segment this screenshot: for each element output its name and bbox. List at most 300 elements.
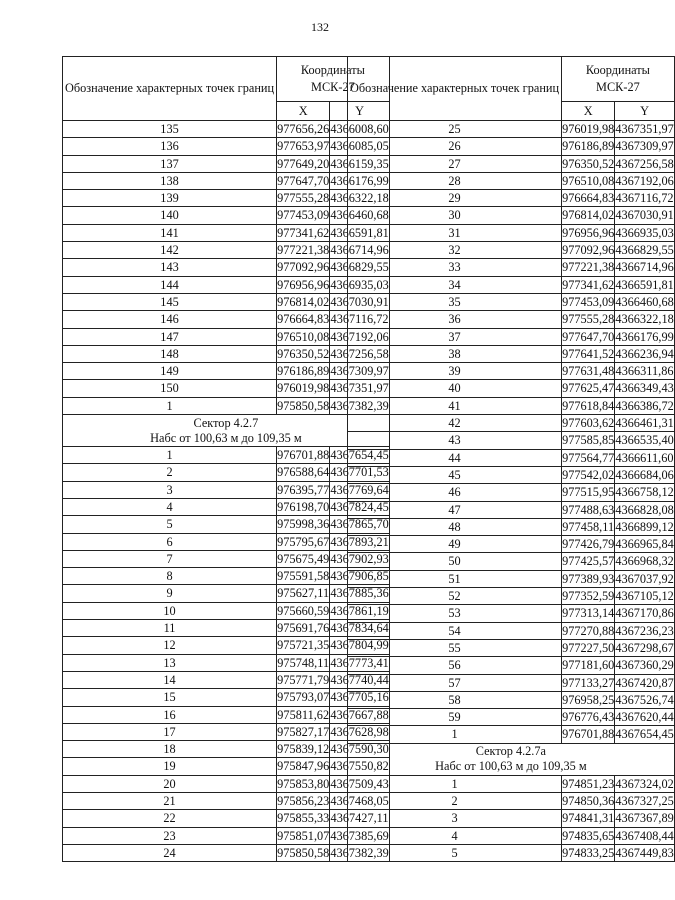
point-number: 35 [348, 293, 562, 310]
point-number: 50 [348, 553, 562, 570]
y-coordinate: 4367620,44 [615, 710, 674, 725]
point-number: 19 [63, 758, 277, 775]
y-coordinate: 4367449,83 [615, 845, 674, 860]
y-coordinate: 4367906,85 [330, 569, 389, 584]
y-coordinate: 4366829,55 [330, 260, 389, 275]
right-rows-after [348, 775, 675, 861]
point-number: 43 [348, 432, 562, 449]
point-number: 24 [63, 844, 277, 861]
table-row [348, 345, 675, 362]
table-row [348, 827, 675, 844]
point-number: 9 [63, 585, 277, 602]
y-coordinate: 4367550,82 [330, 759, 389, 774]
y-coordinate: 4366684,06 [615, 467, 674, 482]
table-row [63, 190, 390, 207]
y-coordinate: 4367667,88 [330, 707, 389, 722]
y-coordinate: 4366349,43 [615, 381, 674, 396]
x-coordinate: 977585,85 [562, 433, 615, 448]
y-coordinate: 4367509,43 [330, 776, 389, 791]
x-coordinate: 977092,96 [562, 243, 615, 258]
table-row [348, 553, 675, 570]
x-coordinate: 977631,48 [562, 364, 615, 379]
x-coordinate: 977425,57 [562, 554, 615, 569]
x-coordinate: 975850,58 [277, 398, 330, 413]
point-number: 149 [63, 363, 277, 380]
table-row [63, 363, 390, 380]
y-coordinate: 4366591,81 [615, 277, 674, 292]
y-coordinate: 4366460,68 [330, 208, 389, 223]
point-number: 39 [348, 363, 562, 380]
y-coordinate: 4367298,67 [615, 640, 674, 655]
table-row [348, 691, 675, 708]
table-row [348, 190, 675, 207]
point-number: 42 [348, 415, 562, 432]
point-number: 33 [348, 259, 562, 276]
point-number: 137 [63, 155, 277, 172]
table-row [63, 637, 390, 654]
y-coordinate: 4367408,44 [615, 828, 674, 843]
x-coordinate: 977221,38 [562, 260, 615, 275]
point-number: 31 [348, 224, 562, 241]
x-coordinate: 976186,89 [562, 139, 615, 154]
point-number: 2 [348, 792, 562, 809]
x-coordinate: 977181,60 [562, 658, 615, 673]
y-coordinate: 4366236,94 [615, 346, 674, 361]
table-row [348, 726, 675, 743]
table-row [63, 242, 390, 259]
y-coordinate: 4367382,39 [330, 398, 389, 413]
point-number: 147 [63, 328, 277, 345]
table-row [63, 481, 390, 498]
x-coordinate: 975721,35 [277, 638, 330, 653]
point-number: 139 [63, 190, 277, 207]
y-coordinate: 4367236,23 [615, 623, 674, 638]
point-number: 141 [63, 224, 277, 241]
y-coordinate: 4366828,08 [615, 502, 674, 517]
point-number: 28 [348, 172, 562, 189]
point-number: 29 [348, 190, 562, 207]
table-row [63, 259, 390, 276]
table-row [348, 810, 675, 827]
point-number: 47 [348, 501, 562, 518]
x-coordinate: 976510,08 [277, 329, 330, 344]
y-coordinate: 4367030,91 [615, 208, 674, 223]
point-number: 37 [348, 328, 562, 345]
point-number: 142 [63, 242, 277, 259]
sector-title: Сектор 4.2.7а [475, 744, 546, 759]
table-row [63, 207, 390, 224]
x-coordinate: 975795,67 [277, 534, 330, 549]
left-rows-before [63, 121, 390, 415]
y-coordinate: 4367385,69 [330, 828, 389, 843]
x-coordinate: 977647,70 [277, 173, 330, 188]
x-coordinate: 976588,64 [277, 465, 330, 480]
y-coordinate: 4367590,30 [330, 742, 389, 757]
y-coordinate: 4366591,81 [330, 225, 389, 240]
y-coordinate: 4367116,72 [330, 312, 389, 327]
x-coordinate: 974835,65 [562, 828, 615, 843]
y-coordinate: 4366935,03 [615, 225, 674, 240]
sector-subtitle: Набс от 100,63 м до 109,35 м [435, 759, 587, 774]
y-coordinate: 4367309,97 [615, 139, 674, 154]
point-number: 12 [63, 637, 277, 654]
point-number: 44 [348, 449, 562, 466]
table-row [63, 844, 390, 861]
point-number: 30 [348, 207, 562, 224]
point-number: 136 [63, 138, 277, 155]
y-coordinate: 4366460,68 [615, 294, 674, 309]
x-coordinate: 976186,89 [277, 364, 330, 379]
y-coordinate: 4367351,97 [330, 381, 389, 396]
point-number: 53 [348, 605, 562, 622]
table-row [63, 775, 390, 792]
point-number: 6 [63, 533, 277, 550]
point-number: 25 [348, 121, 562, 138]
x-header: X [562, 102, 615, 121]
y-coordinate: 4366386,72 [615, 398, 674, 413]
y-coordinate: 4366535,40 [615, 433, 674, 448]
table-row [63, 380, 390, 397]
y-coordinate: 4366311,86 [615, 364, 674, 379]
x-coordinate: 977092,96 [277, 260, 330, 275]
table-row [348, 276, 675, 293]
y-coordinate: 4367526,74 [615, 692, 674, 707]
x-coordinate: 977389,93 [562, 571, 615, 586]
point-number: 18 [63, 741, 277, 758]
x-coordinate: 976701,88 [277, 448, 330, 463]
table-row [348, 121, 675, 138]
x-coordinate: 976956,96 [277, 277, 330, 292]
table-row [63, 138, 390, 155]
point-number: 4 [63, 498, 277, 515]
x-coordinate: 975998,36 [277, 517, 330, 532]
y-coordinate: 4367628,98 [330, 724, 389, 739]
x-coordinate: 977458,11 [562, 519, 615, 534]
point-number: 3 [348, 810, 562, 827]
table-row [348, 155, 675, 172]
coordinates-label: Координаты [300, 63, 365, 78]
table-row [348, 207, 675, 224]
x-coordinate: 977133,27 [562, 675, 615, 690]
sector-title: Сектор 4.2.7 [193, 415, 259, 430]
table-row [63, 620, 390, 637]
y-header: Y [330, 102, 389, 121]
point-number: 138 [63, 172, 277, 189]
point-number: 32 [348, 242, 562, 259]
point-number: 56 [348, 657, 562, 674]
point-number: 145 [63, 293, 277, 310]
x-coordinate: 975853,80 [277, 776, 330, 791]
x-coordinate: 977453,09 [562, 294, 615, 309]
y-coordinate: 4367468,05 [330, 793, 389, 808]
x-coordinate: 977618,84 [562, 398, 615, 413]
x-coordinate: 977649,20 [277, 156, 330, 171]
y-coordinate: 4367367,89 [615, 811, 674, 826]
x-coordinate: 977515,95 [562, 485, 615, 500]
point-number: 27 [348, 155, 562, 172]
x-coordinate: 977656,26 [277, 122, 330, 136]
x-coordinate: 976701,88 [562, 727, 615, 742]
y-coordinate: 4367861,19 [330, 603, 389, 618]
coordinate-system-label: МСК-27 [311, 80, 355, 94]
x-coordinate: 975850,58 [277, 845, 330, 860]
table-row [348, 588, 675, 605]
x-coordinate: 974851,23 [562, 776, 615, 791]
table-row [348, 775, 675, 792]
point-number: 34 [348, 276, 562, 293]
y-coordinate: 4366611,60 [615, 450, 674, 465]
y-coordinate: 4366965,84 [615, 537, 674, 552]
y-coordinate: 4367865,70 [330, 517, 389, 532]
table-row [348, 432, 675, 449]
point-number: 1 [348, 775, 562, 792]
y-coordinate: 4367256,58 [615, 156, 674, 171]
table-row [348, 674, 675, 691]
x-coordinate: 976019,98 [562, 122, 615, 136]
y-coordinate: 4367701,53 [330, 465, 389, 480]
y-coordinate: 4367309,97 [330, 364, 389, 379]
y-coordinate: 4367327,25 [615, 793, 674, 808]
y-coordinate: 4367256,58 [330, 346, 389, 361]
table-row [63, 568, 390, 585]
point-number: 4 [348, 827, 562, 844]
table-row [348, 536, 675, 553]
point-number: 1 [63, 447, 277, 464]
y-header: Y [615, 102, 674, 121]
y-coordinate: 4367740,44 [330, 672, 389, 687]
x-coordinate: 975856,23 [277, 793, 330, 808]
y-coordinate: 4367116,72 [615, 191, 674, 206]
table-row [63, 706, 390, 723]
table-row [348, 328, 675, 345]
y-coordinate: 4366899,12 [615, 519, 674, 534]
x-coordinate: 975771,79 [277, 672, 330, 687]
point-number: 36 [348, 311, 562, 328]
point-number: 21 [63, 792, 277, 809]
y-coordinate: 4366461,31 [615, 416, 674, 431]
x-coordinate: 974841,31 [562, 811, 615, 826]
table-row [348, 844, 675, 861]
table-row [348, 138, 675, 155]
y-coordinate: 4367885,36 [330, 586, 389, 601]
x-coordinate: 975839,12 [277, 742, 330, 757]
x-coordinate: 977341,62 [562, 277, 615, 292]
table-row [348, 172, 675, 189]
table-row [63, 447, 390, 464]
table-row [348, 415, 675, 432]
point-number: 40 [348, 380, 562, 397]
table-row [63, 741, 390, 758]
y-coordinate: 4366968,32 [615, 554, 674, 569]
table-row [63, 758, 390, 775]
y-coordinate: 4366159,35 [330, 156, 389, 171]
x-coordinate: 975855,33 [277, 811, 330, 826]
point-number: 22 [63, 810, 277, 827]
table-row [348, 259, 675, 276]
y-coordinate: 4367351,97 [615, 122, 674, 136]
table-row [348, 639, 675, 656]
table-row [348, 484, 675, 501]
y-coordinate: 4367824,45 [330, 499, 389, 514]
coordinates-label: Координаты [585, 63, 650, 78]
point-number: 8 [63, 568, 277, 585]
x-coordinate: 976395,77 [277, 482, 330, 497]
x-coordinate: 975847,96 [277, 759, 330, 774]
table-row [348, 501, 675, 518]
x-coordinate: 976350,52 [277, 346, 330, 361]
right-coordinates-table [347, 56, 675, 862]
point-number: 48 [348, 518, 562, 535]
table-row [63, 172, 390, 189]
point-number: 10 [63, 602, 277, 619]
table-row [348, 380, 675, 397]
x-coordinate: 976958,25 [562, 692, 615, 707]
y-coordinate: 4367192,06 [330, 329, 389, 344]
designation-header: Обозначение характерных точек границ [348, 57, 562, 121]
point-number: 3 [63, 481, 277, 498]
x-coordinate: 977227,50 [562, 640, 615, 655]
table-row [348, 224, 675, 241]
table-row [63, 533, 390, 550]
x-coordinate: 977555,28 [277, 191, 330, 206]
x-coordinate: 976664,83 [277, 312, 330, 327]
table-row [348, 518, 675, 535]
x-coordinate: 975827,17 [277, 724, 330, 739]
point-number: 16 [63, 706, 277, 723]
x-coordinate: 975591,58 [277, 569, 330, 584]
point-number: 144 [63, 276, 277, 293]
y-coordinate: 4366322,18 [615, 312, 674, 327]
sector-subtitle: Набс от 100,63 м до 109,35 м [150, 430, 302, 445]
x-coordinate: 977647,70 [562, 329, 615, 344]
x-coordinate: 975793,07 [277, 690, 330, 705]
point-number: 23 [63, 827, 277, 844]
x-coordinate: 975627,11 [277, 586, 330, 601]
table-row [348, 792, 675, 809]
point-number: 2 [63, 464, 277, 481]
point-number: 7 [63, 550, 277, 567]
y-coordinate: 4366322,18 [330, 191, 389, 206]
x-coordinate: 977313,14 [562, 606, 615, 621]
right-rows-before [348, 121, 675, 744]
point-number: 14 [63, 671, 277, 688]
coordinate-system-label: МСК-27 [596, 80, 640, 94]
x-header: X [277, 102, 330, 121]
point-number: 55 [348, 639, 562, 656]
coordinates-header [562, 57, 675, 102]
x-coordinate: 976776,43 [562, 710, 615, 725]
point-number: 15 [63, 689, 277, 706]
table-row [348, 622, 675, 639]
x-coordinate: 976198,70 [277, 499, 330, 514]
designation-header: Обозначение характерных точек границ [63, 57, 277, 121]
table-row [63, 498, 390, 515]
x-coordinate: 977270,88 [562, 623, 615, 638]
y-coordinate: 4367030,91 [330, 294, 389, 309]
point-number: 51 [348, 570, 562, 587]
x-coordinate: 977555,28 [562, 312, 615, 327]
x-coordinate: 977603,62 [562, 416, 615, 431]
x-coordinate: 977352,59 [562, 589, 615, 604]
y-coordinate: 4367105,12 [615, 589, 674, 604]
point-number: 146 [63, 311, 277, 328]
table-row [63, 121, 390, 138]
left-coordinates-table [62, 56, 390, 862]
y-coordinate: 4367893,21 [330, 534, 389, 549]
y-coordinate: 4367654,45 [615, 727, 674, 742]
sector-heading [63, 415, 390, 447]
y-coordinate: 4367804,99 [330, 638, 389, 653]
table-row [63, 293, 390, 310]
x-coordinate: 977653,97 [277, 139, 330, 154]
x-coordinate: 976814,02 [562, 208, 615, 223]
table-row [348, 570, 675, 587]
point-number: 54 [348, 622, 562, 639]
point-number: 1 [348, 726, 562, 743]
y-coordinate: 4367427,11 [330, 811, 389, 826]
left-rows-after [63, 447, 390, 862]
x-coordinate: 977426,79 [562, 537, 615, 552]
table-row [63, 464, 390, 481]
point-number: 11 [63, 620, 277, 637]
y-coordinate: 4366176,99 [330, 173, 389, 188]
point-number: 13 [63, 654, 277, 671]
y-coordinate: 4367170,86 [615, 606, 674, 621]
table-row [348, 657, 675, 674]
y-coordinate: 4367324,02 [615, 776, 674, 791]
point-number: 20 [63, 775, 277, 792]
y-coordinate: 4367769,64 [330, 482, 389, 497]
y-coordinate: 4366085,05 [330, 139, 389, 154]
table-row [348, 605, 675, 622]
x-coordinate: 977625,47 [562, 381, 615, 396]
y-coordinate: 4367834,64 [330, 621, 389, 636]
table-row [348, 242, 675, 259]
y-coordinate: 4367902,93 [330, 551, 389, 566]
y-coordinate: 4366935,03 [330, 277, 389, 292]
point-number: 148 [63, 345, 277, 362]
table-row [63, 671, 390, 688]
table-row [63, 311, 390, 328]
table-row [348, 293, 675, 310]
x-coordinate: 974833,25 [562, 845, 615, 860]
x-coordinate: 977564,77 [562, 450, 615, 465]
x-coordinate: 975675,49 [277, 551, 330, 566]
table-row [63, 792, 390, 809]
table-row [63, 224, 390, 241]
point-number: 26 [348, 138, 562, 155]
x-coordinate: 977488,63 [562, 502, 615, 517]
x-coordinate: 976510,08 [562, 173, 615, 188]
y-coordinate: 4367654,45 [330, 448, 389, 463]
point-number: 57 [348, 674, 562, 691]
point-number: 46 [348, 484, 562, 501]
table-row [63, 827, 390, 844]
table-row [63, 585, 390, 602]
x-coordinate: 976814,02 [277, 294, 330, 309]
y-coordinate: 4366176,99 [615, 329, 674, 344]
sector-heading [348, 743, 675, 775]
y-coordinate: 4367705,16 [330, 690, 389, 705]
table-row [63, 810, 390, 827]
point-number: 49 [348, 536, 562, 553]
point-number: 143 [63, 259, 277, 276]
point-number: 1 [63, 397, 277, 414]
x-coordinate: 976019,98 [277, 381, 330, 396]
table-row [63, 723, 390, 740]
table-row [63, 345, 390, 362]
point-number: 38 [348, 345, 562, 362]
